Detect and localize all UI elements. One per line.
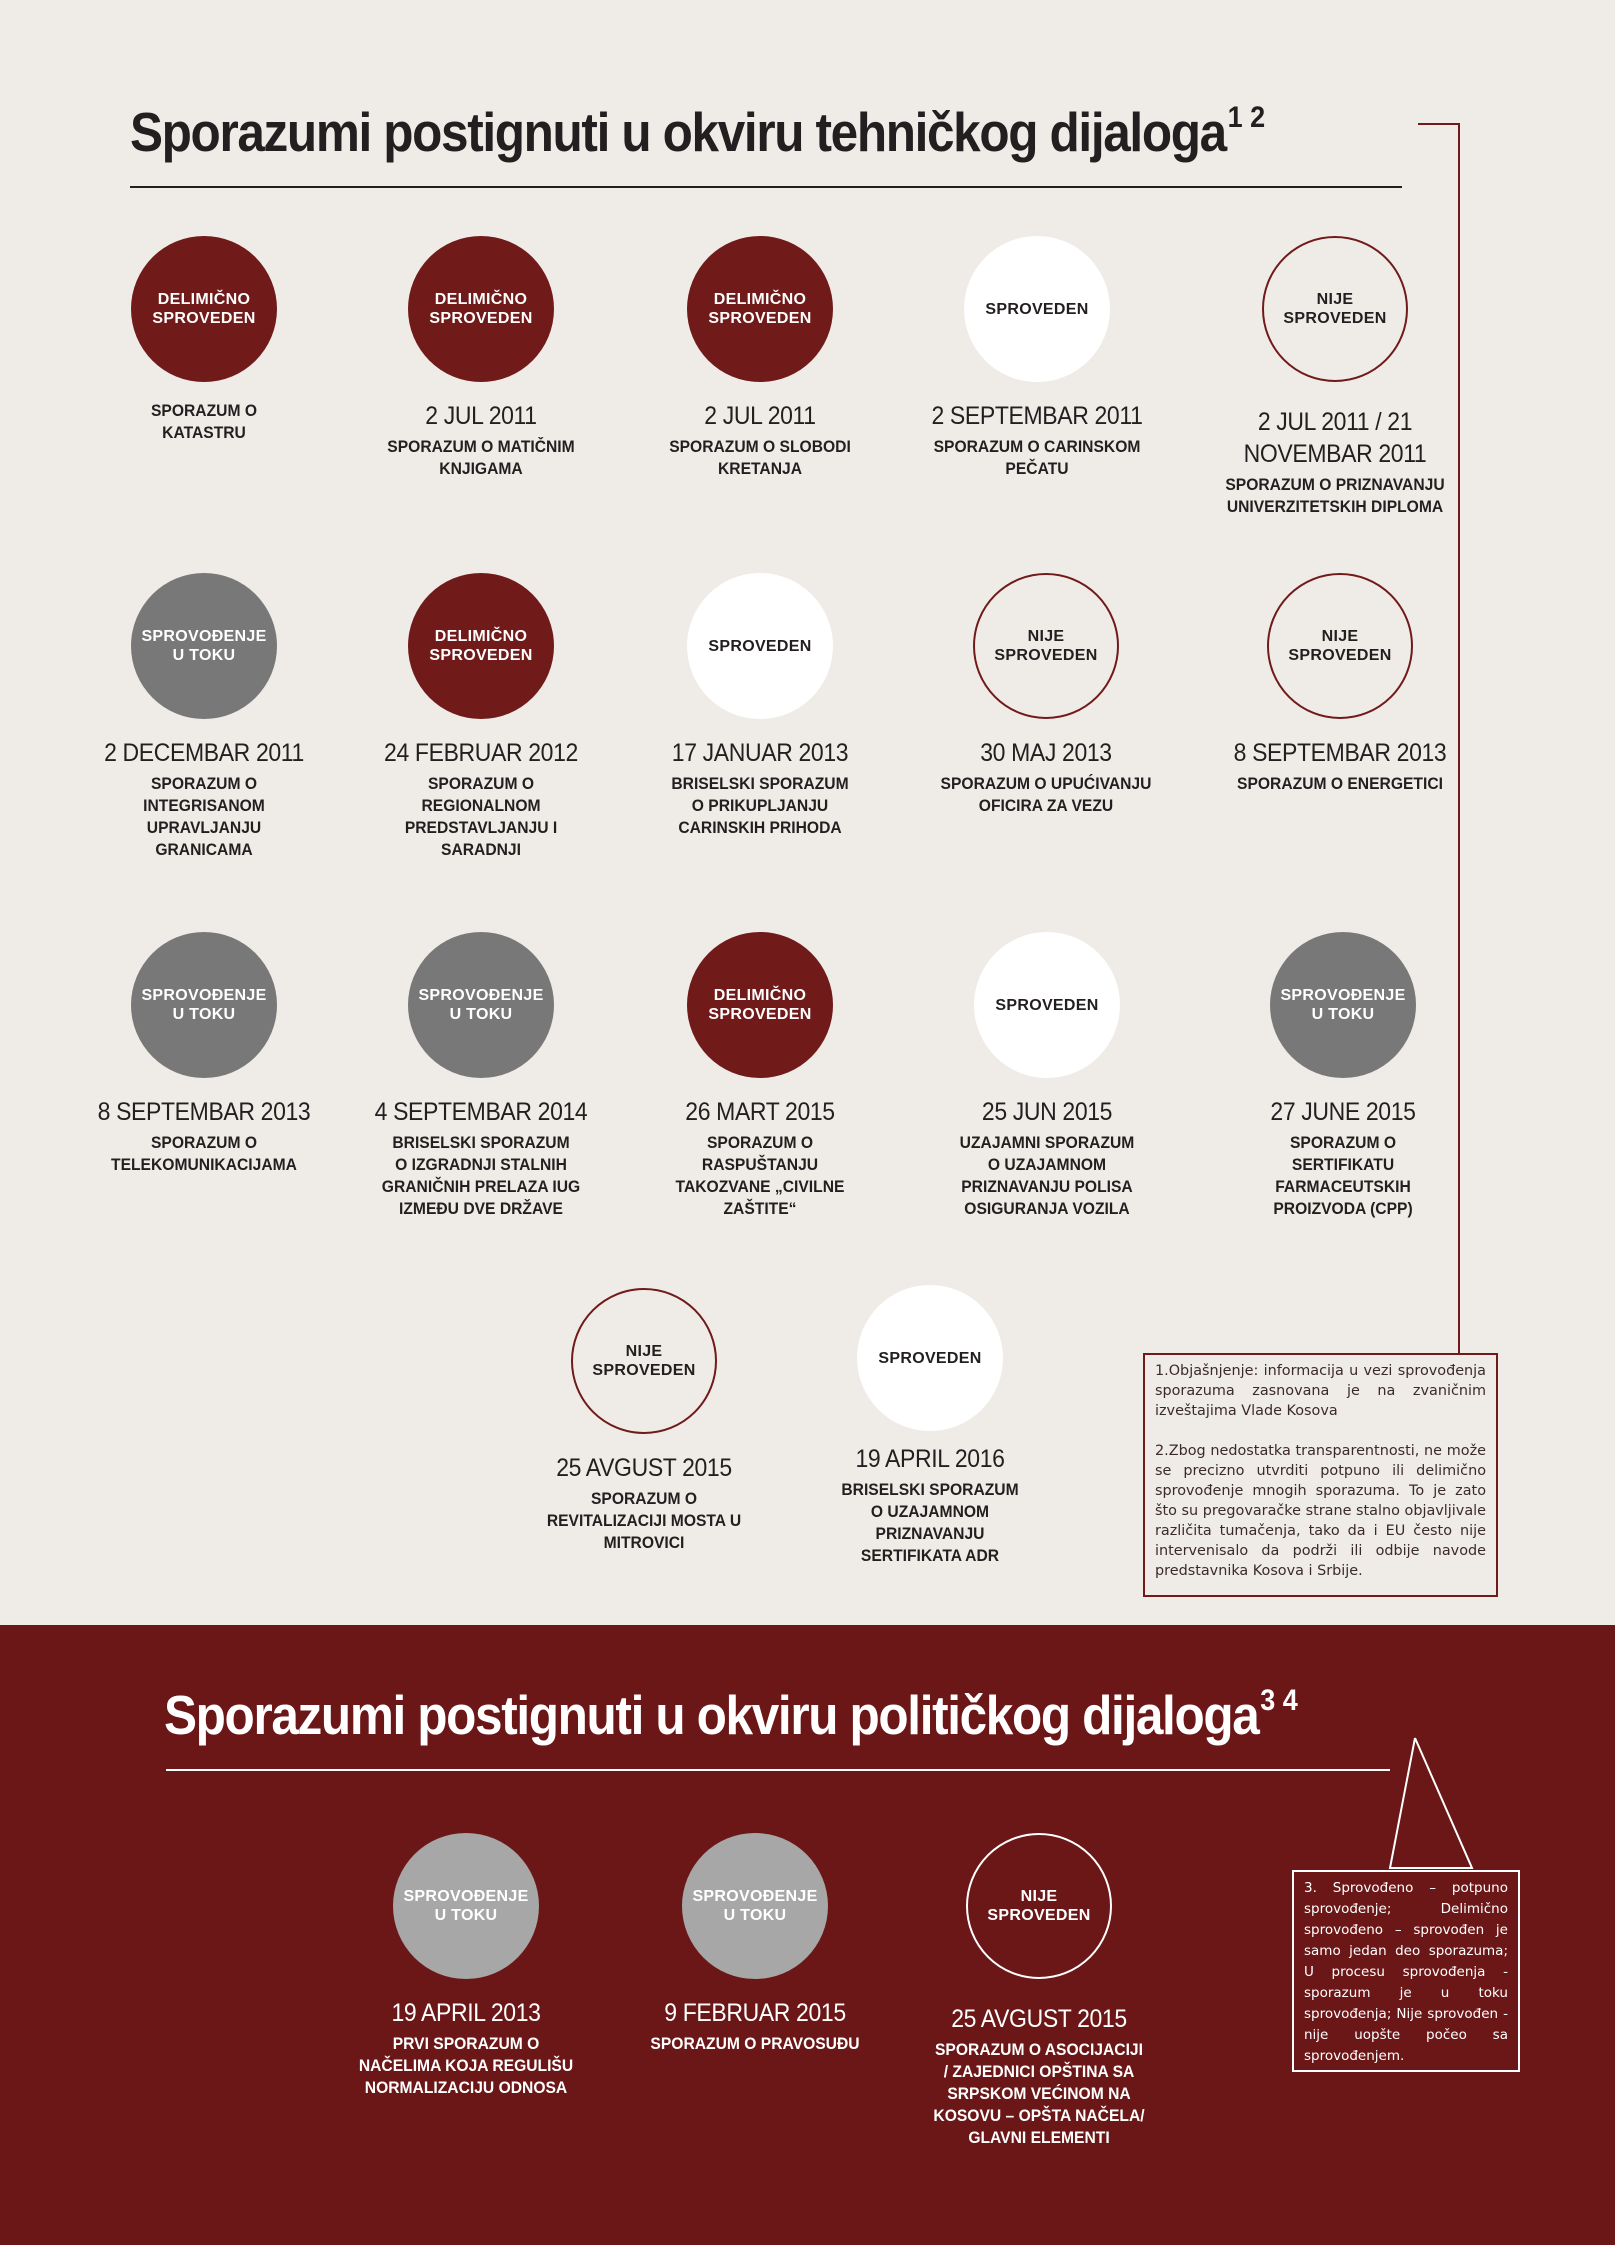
agreement-date: 4 SEPTEMBAR 2014 xyxy=(374,1098,588,1126)
agreement-date: 9 FEBRUAR 2015 xyxy=(664,1999,846,2027)
agreement-name: SPORAZUM O TELEKOMUNIKACIJAMA xyxy=(111,1133,297,1174)
political-title: Sporazumi postignuti u okviru političkog dijaloga$^{3 4}$ xyxy=(164,1684,1298,1746)
status-badge: SPROVEDEN xyxy=(857,1285,1003,1431)
agreement-name: SPORAZUM O INTEGRISANOM UPRAVLJANJU GRANICAMA xyxy=(143,774,265,859)
status-badge: SPROVOĐENJE U TOKU xyxy=(1270,932,1416,1078)
agreement-name: SPORAZUM O SLOBODI KRETANJA xyxy=(669,437,851,478)
agreement-date: 25 JUN 2015 xyxy=(981,1098,1113,1126)
status-badge: NIJE SPROVEDEN xyxy=(1262,236,1408,382)
status-badge: DELIMIČNO SPROVEDEN xyxy=(131,236,277,382)
political-footnote-refs: 3 4 xyxy=(1260,1684,1298,1717)
agreement-date: 8 SEPTEMBAR 2013 xyxy=(97,1098,311,1126)
agreement-name: SPORAZUM O PRIZNAVANJU UNIVERZITETSKIH DIPLOMA xyxy=(1225,475,1445,516)
agreement-name: UZAJAMNI SPORAZUM O UZAJAMNOM PRIZNAVANJU POLISA OSIGURANJA VOZILA xyxy=(959,1133,1135,1218)
status-badge: DELIMIČNO SPROVEDEN xyxy=(687,932,833,1078)
agreement-name: SPORAZUM O ASOCIJACIJI / ZAJEDNICI OPŠTINA SA SRPSKOM VEĆINOM NA KOSOVU – OPŠTA NAČELA/ GLAVNI ELEMENTI xyxy=(933,2040,1145,2147)
agreement-date: 19 APRIL 2016 xyxy=(855,1445,1005,1473)
agreement-name: PRVI SPORAZUM O NAČELIMA KOJA REGULIŠU NORMALIZACIJU ODNOSA xyxy=(358,2034,574,2097)
agreement-date: 25 AVGUST 2015 xyxy=(951,2005,1127,2033)
agreement-name: SPORAZUM O ENERGETICI xyxy=(1237,774,1443,793)
political-agreement-card xyxy=(321,1833,611,2099)
agreement-date: 2 JUL 2011 xyxy=(425,402,537,430)
agreement-date: 27 JUNE 2015 xyxy=(1270,1098,1416,1126)
agreement-date: 2 SEPTEMBAR 2011 xyxy=(931,402,1143,430)
agreement-date: 30 MAJ 2013 xyxy=(980,739,1112,767)
status-badge: SPROVOĐENJE U TOKU xyxy=(393,1833,539,1979)
status-badge: SPROVOĐENJE U TOKU xyxy=(131,932,277,1078)
agreement-name: SPORAZUM O CARINSKOM PEČATU xyxy=(933,437,1141,478)
agreement-date: 2 JUL 2011 xyxy=(704,402,816,430)
footnote-3: 3. Sprovođeno – potpuno sprovođenje; Delimično sprovođeno – sprovođen je samo jedan deo sporazuma; U procesu sprovođenja - sporazum je u toku sprovođenja; Nije sprovođen - nije uopšte počeo sa sprovođenjem. xyxy=(1304,1880,1508,2064)
agreement-name: BRISELSKI SPORAZUM O UZAJAMNOM PRIZNAVANJU SERTIFIKATA ADR xyxy=(841,1480,1019,1565)
agreement-name: SPORAZUM O KATASTRU xyxy=(150,401,258,442)
status-badge: NIJE SPROVEDEN xyxy=(571,1288,717,1434)
status-badge: SPROVOĐENJE U TOKU xyxy=(131,573,277,719)
agreement-date: 26 MART 2015 xyxy=(685,1098,835,1126)
agreement-date: 25 AVGUST 2015 xyxy=(556,1454,732,1482)
agreement-name: SPORAZUM O REVITALIZACIJI MOSTA U MITROVICI xyxy=(546,1489,742,1552)
political-footnotes xyxy=(1292,1870,1520,2072)
status-badge: DELIMIČNO SPROVEDEN xyxy=(408,236,554,382)
status-badge: SPROVOĐENJE U TOKU xyxy=(682,1833,828,1979)
political-agreement-card xyxy=(610,1833,900,2055)
status-badge: NIJE SPROVEDEN xyxy=(1267,573,1413,719)
agreement-name: SPORAZUM O MATIČNIM KNJIGAMA xyxy=(387,437,575,478)
status-badge: NIJE SPROVEDEN xyxy=(973,573,1119,719)
technical-footnote-refs: 1 2 xyxy=(1227,101,1266,134)
agreement-date: 19 APRIL 2013 xyxy=(391,1999,541,2027)
agreement-name: SPORAZUM O REGIONALNOM PREDSTAVLJANJU I SARADNJI xyxy=(404,774,558,859)
footnote-1: 1.Objašnjenje: informacija u vezi sprovođenja sporazuma zasnovana je na zvaničnim izveštajima Vlade Kosova xyxy=(1155,1363,1486,1419)
agreement-date: 2 DECEMBAR 2011 xyxy=(104,739,304,767)
agreement-date: 17 JANUAR 2013 xyxy=(671,739,849,767)
agreement-name: SPORAZUM O RASPUŠTANJU TAKOZVANE „CIVILNE ZAŠTITE“ xyxy=(675,1133,845,1218)
status-badge: SPROVEDEN xyxy=(974,932,1120,1078)
agreement-date: 2 JUL 2011 / 21 NOVEMBAR 2011 xyxy=(1243,408,1427,468)
agreement-name: SPORAZUM O PRAVOSUĐU xyxy=(650,2034,860,2053)
agreement-name: BRISELSKI SPORAZUM O IZGRADNJI STALNIH GRANIČNIH PRELAZA IUG IZMEĐU DVE DRŽAVE xyxy=(381,1133,581,1218)
agreement-name: BRISELSKI SPORAZUM O PRIKUPLJANJU CARINSKIH PRIHODA xyxy=(671,774,849,837)
agreement-date: 24 FEBRUAR 2012 xyxy=(384,739,578,767)
political-agreement-card xyxy=(894,1833,1184,2149)
status-badge: SPROVEDEN xyxy=(687,573,833,719)
status-badge: SPROVOĐENJE U TOKU xyxy=(408,932,554,1078)
agreement-name: SPORAZUM O UPUĆIVANJU OFICIRA ZA VEZU xyxy=(940,774,1152,815)
agreement-name: SPORAZUM O SERTIFIKATU FARMACEUTSKIH PROIZVODA (CPP) xyxy=(1273,1133,1413,1218)
technical-title: Sporazumi postignuti u okviru tehničkog dijaloga$^{1 2}$ xyxy=(130,101,1266,163)
status-badge: NIJE SPROVEDEN xyxy=(966,1833,1112,1979)
status-badge: DELIMIČNO SPROVEDEN xyxy=(408,573,554,719)
status-badge: SPROVEDEN xyxy=(964,236,1110,382)
footnote-2: 2.Zbog nedostatka transparentnosti, ne može se precizno utvrditi potpuno ili delimično sprovođenje mnogih sporazuma. To je zato što su pregovaračke strane stalno objavljivale različita tumačenja, tako da i EU često nije intervenisalo da podrži ili odbije navode predstavnika Kosova i Srbije. xyxy=(1155,1443,1486,1579)
agreement-date: 8 SEPTEMBAR 2013 xyxy=(1233,739,1447,767)
status-badge: DELIMIČNO SPROVEDEN xyxy=(687,236,833,382)
